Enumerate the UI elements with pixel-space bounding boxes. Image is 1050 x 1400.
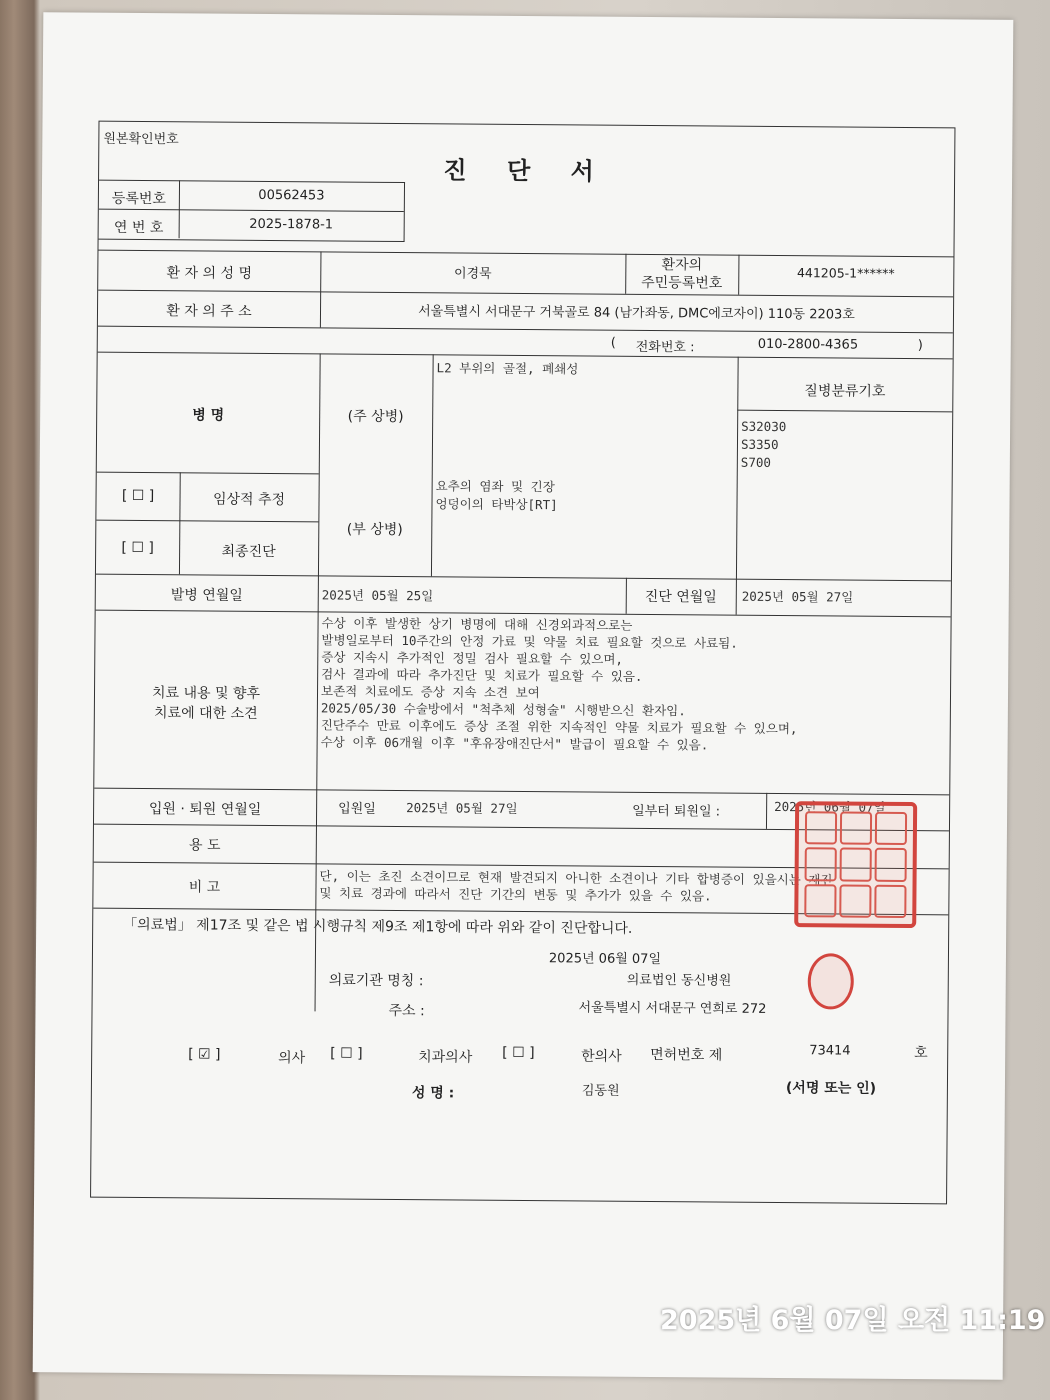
diag-date-label: 진단 연월일: [644, 588, 717, 606]
signature-note: (서명 또는 인): [785, 1080, 877, 1097]
admission-in-date: 2025년 05월 27일: [406, 800, 518, 816]
clinical-checkbox[interactable]: [ ☐ ]: [121, 487, 155, 505]
institution-address-label: 주소 :: [388, 1002, 425, 1020]
treatment-label-2: 치료에 대한 소견: [153, 705, 258, 722]
admission-label: 입원 · 퇴원 연월일: [148, 801, 262, 818]
institution-address: 서울특별시 서대문구 연희로 272: [578, 1000, 767, 1017]
address-value: 서울특별시 서대문구 거북골로 84 (남가좌동, DMC에코자이) 110동 2203호: [418, 304, 855, 323]
oriental-doctor-checkbox[interactable]: [ ☐ ]: [502, 1044, 535, 1062]
license-label: 면허번호 제: [650, 1047, 723, 1064]
purpose-label: 용 도: [189, 837, 221, 854]
institution-label: 의료기관 명칭 :: [328, 972, 424, 990]
phone-value: 010-2800-4365: [757, 336, 859, 353]
certificate-form: [90, 121, 955, 1205]
admission-out-label: 일부터 퇴원일 :: [632, 803, 721, 820]
onset-date-label: 발병 연월일: [170, 587, 243, 604]
phone-close: ): [917, 338, 923, 354]
phone-label: 전화번호 :: [635, 339, 695, 356]
treatment-line-6: 2025/05/30 수술방에서 "척추체 성형술" 시행받으신 환자임.: [320, 700, 686, 719]
treatment-line-8: 수상 이후 06개월 이후 "후유장애진단서" 발급이 필요할 수 있음.: [320, 734, 709, 753]
treatment-line-5: 보존적 치료에도 증상 지속 소견 보여: [320, 683, 540, 701]
diag-date-value: 2025년 05월 27일: [741, 588, 854, 605]
reg-no-label: 등록번호: [111, 190, 167, 208]
main-diagnosis-value: L2 부위의 골절, 폐쇄성: [436, 360, 579, 377]
remarks-line-2: 및 치료 경과에 따라서 진단 기간의 변동 및 추가가 있을 수 있음.: [319, 885, 712, 904]
final-checkbox[interactable]: [ ☐ ]: [121, 539, 154, 557]
doctor-label: 의사: [278, 1050, 306, 1067]
signature-label: 성 명 :: [411, 1085, 455, 1102]
patient-name-value: 이경묵: [453, 266, 492, 282]
reg-no-value: 00562453: [258, 187, 325, 204]
treatment-line-4: 검사 결과에 따라 추가진단 및 치료가 필요할 수 있음.: [321, 666, 643, 684]
oriental-doctor-label: 한의사: [581, 1048, 622, 1065]
document-title: 진 단 서: [443, 156, 610, 186]
doctor-seal-icon: [808, 953, 854, 1009]
sub-diagnosis-label: (부 상병): [346, 521, 403, 539]
rrn-label-2: 주민등록번호: [641, 274, 723, 292]
phone-open: (: [610, 335, 616, 351]
license-suffix: 호: [914, 1045, 928, 1062]
rrn-value: 441205-1******: [796, 265, 895, 281]
final-diagnosis-label: 최종진단: [221, 543, 276, 561]
serial-label: 연 번 호: [113, 219, 164, 237]
sub-diagnosis-1: 요추의 염좌 및 긴장: [435, 478, 555, 495]
rrn-label-1: 환자의: [661, 257, 703, 274]
address-label: 환 자 의 주 소: [166, 303, 252, 320]
treatment-line-7: 진단주수 만료 이후에도 증상 조절 위한 지속적인 약물 치료가 필요할 수 있으며,: [320, 717, 798, 737]
dentist-checkbox[interactable]: [ ☐ ]: [330, 1045, 363, 1062]
onset-date-value: 2025년 05월 25일: [321, 587, 434, 604]
disease-code-label: 질병분류기호: [804, 383, 886, 400]
diagnosis-label: 병 명: [192, 407, 225, 424]
remarks-label: 비 고: [188, 879, 221, 896]
admission-out-date: 2025년 06월 07일: [774, 798, 886, 815]
sub-diagnosis-2: 엉덩이의 타박상[RT]: [435, 496, 558, 513]
doctor-checkbox[interactable]: [ ☑ ]: [188, 1046, 221, 1063]
remarks-line-1: 단, 이는 초진 소견이므로 현재 발견되지 아니한 소견이나 기타 합병증이 있을시는 재진: [319, 868, 833, 888]
clinical-estimate-label: 임상적 추정: [212, 491, 286, 509]
photo-timestamp: 2025년 6월 07일 오전 11:19: [660, 1305, 1046, 1336]
treatment-line-1: 수상 이후 발생한 상기 병명에 대해 신경외과적으로는: [321, 615, 633, 633]
doctor-name: 김동원: [581, 1083, 620, 1099]
treatment-line-3: 증상 지속시 추가적인 정밀 검사 필요할 수 있으며,: [321, 649, 624, 667]
legal-statement: 「의료법」 제17조 및 같은 법 시행규칙 제9조 제1항에 따라 위와 같이 진단합니다.: [123, 916, 633, 937]
treatment-label-1: 치료 내용 및 향후: [151, 685, 261, 702]
disease-code-2: S3350: [740, 436, 779, 452]
main-diagnosis-label: (주 상병): [347, 408, 404, 426]
issue-date: 2025년 06월 07일: [548, 951, 662, 968]
certificate-paper: [33, 12, 1014, 1380]
institution-name: 의료법인 동신병원: [626, 972, 732, 989]
treatment-line-2: 발병일로부터 10주간의 안정 가료 및 약물 치료 필요할 것으로 사료됨.: [321, 632, 738, 651]
hospital-seal-icon: [794, 801, 917, 928]
admission-in-label: 입원일: [338, 801, 376, 817]
disease-code-1: S32030: [741, 418, 787, 435]
license-number: 73414: [809, 1043, 851, 1059]
patient-name-label: 환 자 의 성 명: [166, 265, 253, 282]
disease-code-3: S700: [740, 454, 772, 470]
dentist-label: 치과의사: [418, 1049, 473, 1066]
serial-value: 2025-1878-1: [249, 216, 334, 233]
orig-confirm-label: 원본확인번호: [103, 131, 179, 148]
